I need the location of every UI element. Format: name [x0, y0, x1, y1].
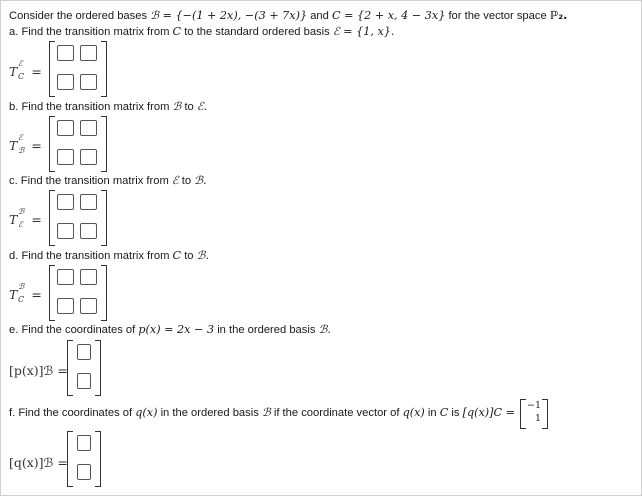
matrix-a-left-bracket — [49, 41, 55, 97]
matrix-symbol: T — [9, 138, 18, 153]
matrix-c-input-22[interactable] — [80, 223, 97, 239]
part-c-text: c. Find the transition matrix from — [9, 175, 169, 187]
matrix-b-left-bracket — [49, 116, 55, 172]
part-a-lhs — [9, 59, 42, 81]
vector-f-left-bracket — [67, 431, 73, 487]
coord-q-in-C: [q(x)]C = — [462, 406, 516, 419]
matrix-a-input-21[interactable] — [57, 74, 74, 90]
part-f-lhs: [q(x)]ℬ = — [9, 455, 68, 470]
coord-vector-right-bracket — [542, 399, 548, 429]
matrix-c-input-21[interactable] — [57, 223, 74, 239]
lhs-sup: ℬ — [18, 207, 25, 216]
vector-space: ℙ₂. — [549, 9, 568, 22]
part-f-is: is — [451, 407, 460, 419]
matrix-a-input-12[interactable] — [80, 45, 97, 61]
part-c-from: ℰ — [171, 174, 179, 187]
part-c-to: to — [181, 175, 192, 187]
matrix-symbol: T — [9, 287, 18, 302]
part-f-prompt — [9, 406, 515, 420]
polynomial-p: p(x) = 2x − 3 — [138, 323, 215, 336]
part-a-from: C — [172, 25, 182, 38]
equals-sign: = — [31, 64, 42, 79]
basis-E: ℰ = {1, x}. — [332, 25, 395, 38]
part-c-target: ℬ. — [194, 174, 207, 187]
part-a-prompt — [9, 25, 394, 39]
part-b-text: b. Find the transition matrix from — [9, 101, 170, 113]
matrix-a-input-11[interactable] — [57, 45, 74, 61]
part-c-lhs — [9, 207, 42, 229]
part-f-mid: in the ordered basis — [160, 407, 259, 419]
part-e-basis: ℬ. — [318, 323, 331, 336]
matrix-b-input-11[interactable] — [57, 120, 74, 136]
matrix-a-input-22[interactable] — [80, 74, 97, 90]
part-a-to-text: to the standard ordered basis — [184, 26, 330, 38]
matrix-c-left-bracket — [49, 190, 55, 246]
lhs-sub: C — [18, 72, 25, 81]
part-e-prompt — [9, 323, 331, 337]
vector-e-left-bracket — [67, 340, 73, 396]
matrix-c-input-11[interactable] — [57, 194, 74, 210]
part-c-prompt — [9, 174, 207, 188]
lhs-sub: ℰ — [18, 220, 23, 229]
part-f-in: in — [427, 407, 437, 419]
part-f-basis: ℬ — [261, 406, 271, 419]
part-f-mid2: if the coordinate vector of — [273, 407, 400, 419]
part-b-prompt — [9, 100, 207, 114]
matrix-d-input-11[interactable] — [57, 269, 74, 285]
part-e-tail: in the ordered basis — [217, 324, 316, 336]
vector-f-input-2[interactable] — [77, 464, 91, 480]
matrix-b-input-12[interactable] — [80, 120, 97, 136]
equals-sign: = — [31, 138, 42, 153]
part-d-from: C — [172, 249, 182, 262]
part-b-from: ℬ — [172, 100, 182, 113]
equals-sign: = — [31, 287, 42, 302]
equals-sign: = — [31, 212, 42, 227]
lhs-sup: ℬ — [18, 282, 25, 291]
matrix-b-input-21[interactable] — [57, 149, 74, 165]
part-d-text: d. Find the transition matrix from — [9, 250, 170, 262]
vector-f-right-bracket — [95, 431, 101, 487]
part-d-lhs — [9, 282, 42, 304]
part-b-lhs — [9, 133, 42, 155]
part-d-target: ℬ. — [196, 249, 210, 262]
part-d-prompt — [9, 249, 209, 263]
coord-vector-left-bracket — [520, 399, 526, 429]
part-f-c: C — [439, 406, 449, 419]
vector-e-right-bracket — [95, 340, 101, 396]
matrix-symbol: T — [9, 212, 18, 227]
matrix-a-right-bracket — [101, 41, 107, 97]
matrix-d-input-22[interactable] — [80, 298, 97, 314]
matrix-c-right-bracket — [101, 190, 107, 246]
matrix-d-left-bracket — [49, 265, 55, 321]
matrix-d-right-bracket — [101, 265, 107, 321]
part-f-text: f. Find the coordinates of — [9, 407, 133, 419]
intro-tail: for the vector space — [448, 10, 547, 22]
part-d-to: to — [184, 250, 194, 262]
matrix-c-input-12[interactable] — [80, 194, 97, 210]
coord-vector-entry-2: 1 — [534, 413, 541, 424]
lhs-sub: C — [18, 295, 25, 304]
part-e-text: e. Find the coordinates of — [9, 324, 136, 336]
matrix-symbol: T — [9, 64, 18, 79]
part-e-lhs: [p(x)]ℬ = — [9, 363, 68, 378]
intro-and: and — [310, 10, 329, 22]
matrix-b-right-bracket — [101, 116, 107, 172]
basis-B: ℬ = {−(1 + 2x), −(3 + 7x)} — [150, 9, 308, 22]
matrix-b-input-22[interactable] — [80, 149, 97, 165]
intro-line — [9, 9, 567, 23]
matrix-d-input-21[interactable] — [57, 298, 74, 314]
polynomial-q-2: q(x) — [402, 406, 425, 419]
part-b-to: to — [184, 101, 194, 113]
lhs-sup: ℰ — [18, 133, 23, 142]
part-a-text: a. Find the transition matrix from — [9, 26, 170, 38]
vector-e-input-2[interactable] — [77, 373, 91, 389]
lhs-sup: ℰ — [18, 59, 23, 68]
part-b-target: ℰ. — [196, 100, 208, 113]
matrix-d-input-12[interactable] — [80, 269, 97, 285]
intro-lead: Consider the ordered bases — [9, 10, 148, 22]
coord-vector-entry-1: −1 — [527, 400, 542, 411]
basis-C: C = {2 + x, 4 − 3x} — [331, 9, 446, 22]
vector-f-input-1[interactable] — [77, 435, 91, 451]
vector-e-input-1[interactable] — [77, 344, 91, 360]
lhs-sub: ℬ — [18, 146, 25, 155]
polynomial-q: q(x) — [135, 406, 158, 419]
